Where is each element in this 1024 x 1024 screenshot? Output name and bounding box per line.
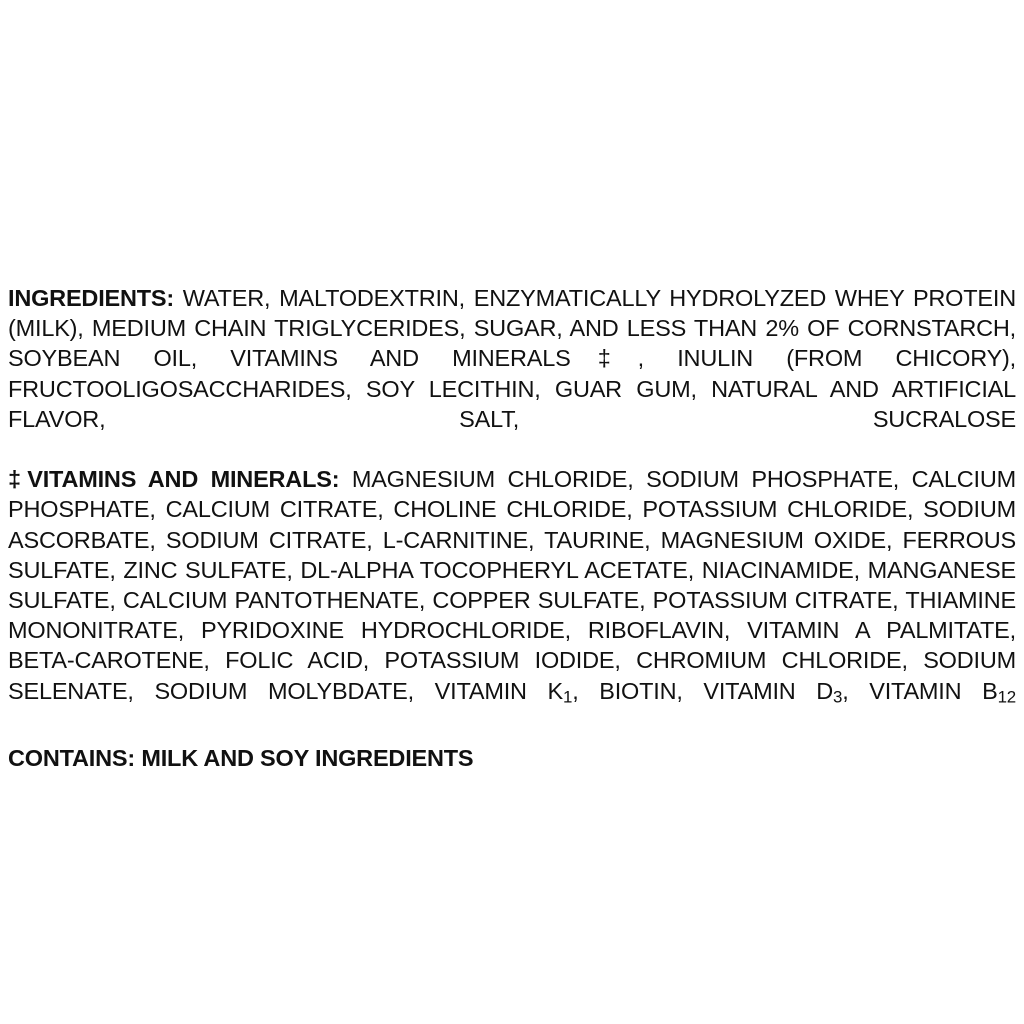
vitamins-and-minerals-body-part2: , BIOTIN, VITAMIN D xyxy=(572,677,834,704)
vitamins-and-minerals-heading: ‡VITAMINS AND MINERALS: xyxy=(8,466,340,493)
ingredients-heading: INGREDIENTS: xyxy=(8,285,175,311)
ingredients-body: WATER, MALTODEXTRIN, ENZYMATICALLY HYDROLYZED WHEY PROTEIN (MILK), MEDIUM CHAIN TRIGLYCERIDES, SUGAR, AND LESS THAN 2% OF CORNSTARCH, SOYBEAN OIL, VITAMINS AND MINERALS‡, INULIN (FROM CHICORY), FRUCTOOLIGOSACCHARIDES, SOY LECITHIN, GUAR GUM, NATURAL AND ARTIFICIAL FLAVOR, SALT, SUCRALOSE xyxy=(8,285,1016,432)
contains-allergen-statement: CONTAINS: MILK AND SOY INGREDIENTS xyxy=(8,744,474,771)
vitamins-and-minerals-paragraph xyxy=(8,464,1016,743)
vitamins-and-minerals-body-part3: , VITAMIN B xyxy=(842,677,998,704)
ingredient-label-panel xyxy=(8,283,1016,773)
vitamin-d-subscript: 3 xyxy=(833,687,843,707)
vitamin-b-subscript: 12 xyxy=(997,687,1016,707)
vitamin-k-subscript: 1 xyxy=(562,687,573,707)
vitamins-and-minerals-body-part1: MAGNESIUM CHLORIDE, SODIUM PHOSPHATE, CALCIUM PHOSPHATE, CALCIUM CITRATE, CHOLINE CHLORIDE, POTASSIUM CHLORIDE, SODIUM ASCORBATE, SODIUM CITRATE, L-CARNITINE, TAURINE, MAGNESIUM OXIDE, FERROUS SULFATE, ZINC SULFATE, DL-ALPHA TOCOPHERYL ACETATE, NIACINAMIDE, MANGANESE SULFATE, CALCIUM PANTOTHENATE, COPPER SULFATE, POTASSIUM CITRATE, THIAMINE MONONITRATE, PYRIDOXINE HYDROCHLORIDE, RIBOFLAVIN, VITAMIN A PALMITATE, BETA-CAROTENE, FOLIC ACID, POTASSIUM IODIDE, CHROMIUM CHLORIDE, SODIUM SELENATE, SODIUM MOLYBDATE, VITAMIN K xyxy=(8,466,1016,704)
ingredients-paragraph xyxy=(8,283,1016,464)
